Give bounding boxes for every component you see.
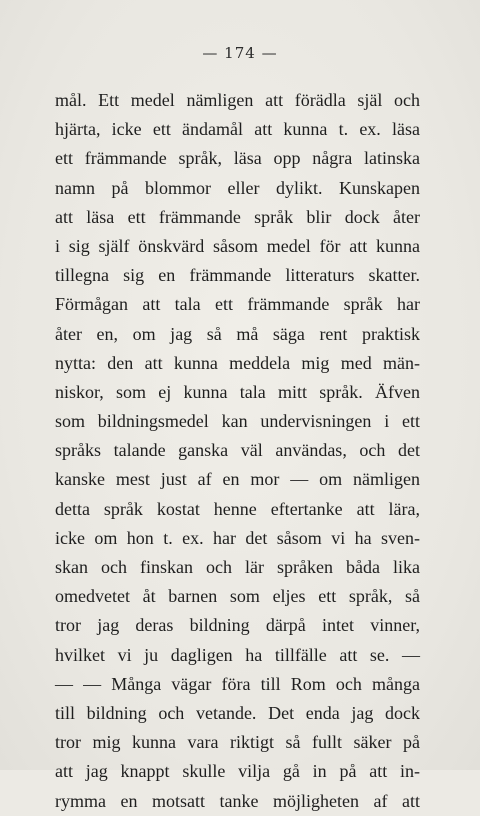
text-line: Förmågan att tala ett främmande språk har <box>55 294 420 315</box>
text-line: hvilket vi ju dagligen ha tillfälle att se. — <box>55 644 420 665</box>
text-line: åter en, om jag så må säga rent praktisk <box>55 323 420 344</box>
page-number: — 174 — <box>202 44 278 62</box>
text-line: nytta: den att kunna meddela mig med män- <box>55 352 420 373</box>
text-line: till bildning och vetande. Det enda jag dock <box>55 702 420 723</box>
text-line: namn på blommor eller dylikt. Kunskapen <box>55 177 420 198</box>
body-text <box>55 86 420 816</box>
text-line: icke om hon t. ex. har det såsom vi ha sven- <box>55 527 420 548</box>
text-line: i sig själf önskvärd såsom medel för att kunna <box>55 235 420 256</box>
text-line: omedvetet åt barnen som eljes ett språk, så <box>55 586 420 607</box>
text-line: att läsa ett främmande språk blir dock åter <box>55 206 420 227</box>
text-line: hjärta, icke ett ändamål att kunna t. ex. läsa <box>55 119 420 140</box>
text-line: att jag knappt skulle vilja gå in på att in- <box>55 761 420 782</box>
text-line: ett främmande språk, läsa opp några latinska <box>55 148 420 169</box>
text-line: rymma en motsatt tanke möjligheten af att <box>55 790 420 811</box>
text-line: niskor, som ej kunna tala mitt språk. Äfven <box>55 381 420 402</box>
text-line: skan och finskan och lär språken båda lika <box>55 557 420 577</box>
text-line: detta språk kostat henne eftertanke att lära, <box>55 498 420 519</box>
text-line: kanske mest just af en mor — om nämligen <box>55 469 420 490</box>
text-line: tror mig kunna vara riktigt så fullt säker på <box>55 732 420 753</box>
text-line: som bildningsmedel kan undervisningen i ett <box>55 411 420 432</box>
text-line: tillegna sig en främmande litteraturs skatter. <box>55 265 420 286</box>
text-line: mål. Ett medel nämligen att förädla själ och <box>55 90 420 110</box>
text-line: språks talande ganska väl användas, och det <box>55 440 420 461</box>
text-line: tror jag deras bildning därpå intet vinner, <box>55 615 420 636</box>
text-line: — — Många vägar föra till Rom och många <box>55 673 420 694</box>
